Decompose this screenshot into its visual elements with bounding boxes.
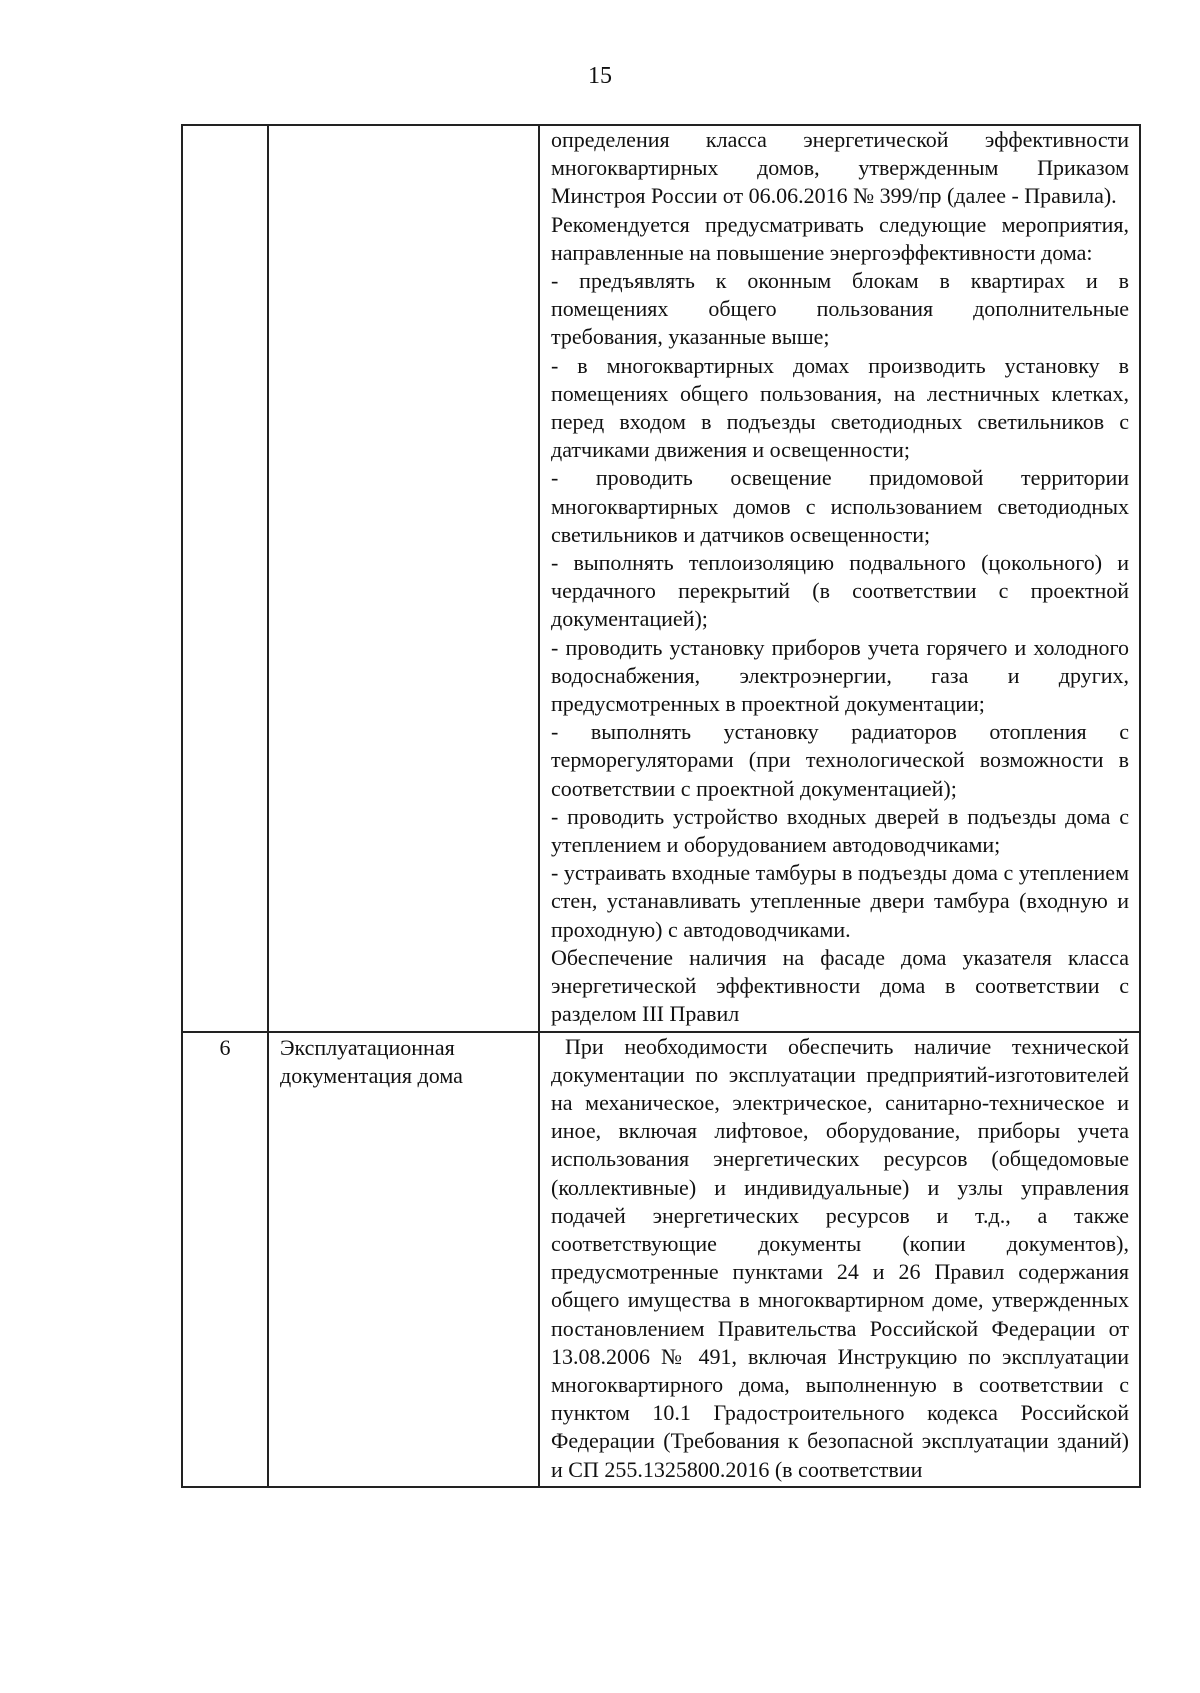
requirement-paragraph: При необходимости обеспечить наличие технической документации по эксплуатации предприятий-изготовителей на механическое, электрическое, санитарно-техническое и иное, включая лифтовое, оборудование, приборы учета использования энергетических ресурсов (общедомовые (коллективные) и индивидуальные) и узлы управления подачей энергетических ресурсов и т.д., а также соответствующие документы (копии документов), предусмотренные пунктами 24 и 26 Правил содержания общего имущества в многоквартирном доме, утвержденных постановлением Правительства Российской Федерации от 13.08.2006 № 491, включая Инструкцию по эксплуатации многоквартирного дома, выполненную в соответствии с пунктом 10.1 Градостроительного кодекса Российской Федерации (Требования к безопасной эксплуатации зданий) и СП 255.1325800.2016 (в соответствии — [551, 1033, 1129, 1482]
requirement-list-item: - проводить освещение придомовой территории многоквартирных домов с использованием светодиодных светильников и датчиков освещенности; — [551, 465, 1129, 547]
row-name-cell — [268, 125, 539, 1032]
row-number-cell: 6 — [182, 1032, 268, 1487]
table-row — [182, 125, 1140, 1032]
row-number-cell — [182, 125, 268, 1032]
row-name-cell: Эксплуатационная документация дома — [268, 1032, 539, 1487]
row-requirements-cell — [539, 125, 1140, 1032]
requirement-paragraph: Рекомендуется предусматривать следующие мероприятия, направленные на повышение энергоэффективности дома: — [551, 211, 1129, 265]
requirements-table — [181, 124, 1141, 1488]
requirement-list-item: - выполнять теплоизоляцию подвального (цокольного) и чердачного перекрытий (в соответствии с проектной документацией); — [551, 550, 1129, 632]
requirement-list-item: - устраивать входные тамбуры в подъезды дома с утеплением стен, устанавливать утепленные двери тамбура (входную и проходную) с автодоводчиками. — [551, 860, 1129, 942]
row-requirements-cell — [539, 1032, 1140, 1487]
requirement-list-item: - выполнять установку радиаторов отопления с терморегуляторами (при технологической возможности в соответствии с проектной документацией); — [551, 719, 1129, 801]
page-number: 15 — [588, 63, 612, 89]
table-row — [182, 1032, 1140, 1487]
requirement-list-item: - проводить установку приборов учета горячего и холодного водоснабжения, электроэнергии, газа и других, предусмотренных в проектной документации; — [551, 634, 1129, 717]
requirement-list-item: - предъявлять к оконным блокам в квартирах и в помещениях общего пользования дополнительные требования, указанные выше; — [551, 268, 1129, 350]
requirement-list-item: - проводить устройство входных дверей в подъезды дома с утеплением и оборудованием автодоводчиками; — [551, 803, 1129, 858]
requirement-paragraph: определения класса энергетической эффективности многоквартирных домов, утвержденным Приказом Минстроя России от 06.06.2016 № 399/пр (далее - Правила). — [551, 127, 1129, 209]
requirement-list-item: - в многоквартирных домах производить установку в помещениях общего пользования, на лестничных клетках, перед входом в подъезды светодиодных светильников с датчиками движения и освещенности; — [551, 352, 1129, 463]
requirement-paragraph: Обеспечение наличия на фасаде дома указателя класса энергетической эффективности дома в соответствии с разделом III Правил — [551, 944, 1129, 1027]
